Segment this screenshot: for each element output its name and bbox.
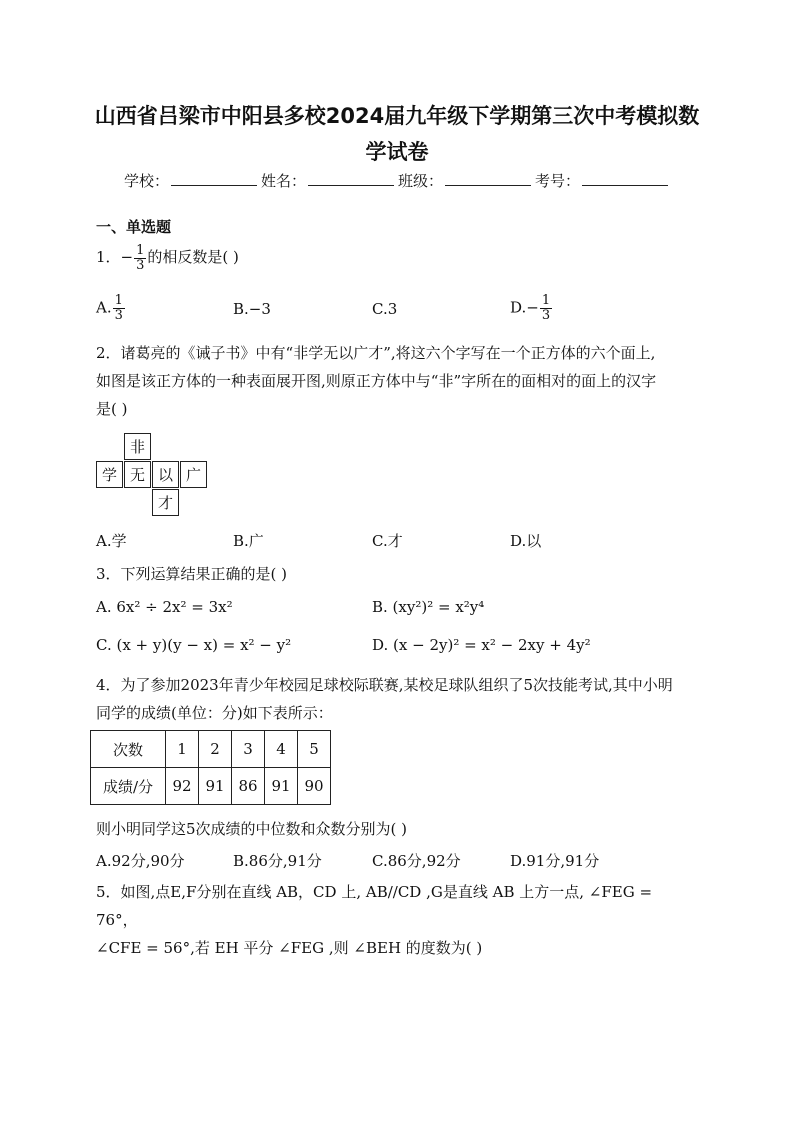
table-cell: 1 [166, 731, 199, 768]
question-2-line-1: 2．诸葛亮的《诫子书》中有“非学无以广才”,将这六个字写在一个正方体的六个面上, [96, 344, 656, 362]
q2-option-c[interactable]: C.才 [372, 532, 403, 550]
q4-option-c[interactable]: C.86分,92分 [372, 852, 461, 870]
table-cell: 91 [199, 768, 232, 805]
question-4-line-3: 则小明同学这5次成绩的中位数和众数分别为( ) [96, 820, 408, 838]
net-cell-1: 学 [96, 461, 123, 488]
question-1-fraction [134, 244, 146, 273]
table-cell: 4 [265, 731, 298, 768]
q1-option-d[interactable] [510, 294, 553, 323]
exam-no-blank[interactable] [582, 171, 668, 186]
question-2 [96, 339, 696, 423]
question-5-line-1: 5．如图,点E,F分别在直线 AB，CD 上, AB//CD ,G是直线 AB 上方一点, ∠FEG = 76°， [96, 883, 653, 929]
q3-option-c[interactable]: C. (x + y)(y − x) = x² − y² [96, 636, 292, 654]
q4-option-b[interactable]: B.86分,91分 [233, 852, 322, 870]
q3-option-a[interactable]: A. 6x² ÷ 2x² = 3x² [96, 598, 233, 616]
table-cell: 92 [166, 768, 199, 805]
school-label: 学校： [124, 172, 170, 190]
option-fraction [540, 294, 552, 323]
q1-option-b[interactable]: B.−3 [233, 300, 271, 318]
class-label: 班级： [398, 172, 444, 190]
question-4 [96, 671, 696, 727]
q2-option-b[interactable]: B.广 [233, 532, 264, 550]
question-4-line-1: 4．为了参加2023年青少年校园足球校际联赛,某校足球队组织了5次技能考试,其中小明 [96, 676, 673, 694]
table-row [91, 768, 331, 805]
question-1-stem: 的相反数是( ) [147, 248, 239, 266]
option-label: A. [96, 298, 112, 317]
table-header-cell: 次数 [91, 731, 166, 768]
question-1 [96, 243, 696, 273]
question-5-line-2: ∠CFE = 56°,若 EH 平分 ∠FEG ,则 ∠BEH 的度数为( ) [96, 939, 483, 957]
q3-option-d[interactable]: D. (x − 2y)² = x² − 2xy + 4y² [372, 636, 591, 654]
page-title: 山西省吕梁市中阳县多校2024届九年级下学期第三次中考模拟数学试卷 [94, 104, 700, 164]
q4-option-a[interactable]: A.92分,90分 [96, 852, 185, 870]
class-blank[interactable] [445, 171, 531, 186]
question-2-line-2: 如图是该正方体的一种表面展开图,则原正方体中与“非”字所在的面相对的面上的汉字 [96, 372, 657, 390]
table-row [91, 731, 331, 768]
net-cell-3: 以 [152, 461, 179, 488]
q2-option-a[interactable]: A.学 [96, 532, 127, 550]
fraction-denominator: 3 [136, 257, 145, 273]
table-header-cell: 成绩/分 [91, 768, 166, 805]
fraction-denominator: 3 [541, 308, 551, 323]
table-cell: 3 [232, 731, 265, 768]
table-cell: 5 [298, 731, 331, 768]
fraction-numerator: 1 [114, 293, 123, 308]
net-cell-top: 非 [124, 433, 151, 460]
q1-option-c[interactable]: C.3 [372, 300, 398, 318]
net-cell-2: 无 [124, 461, 151, 488]
net-cell-bottom: 才 [152, 489, 179, 516]
question-2-line-3: 是( ) [96, 400, 128, 418]
q3-option-b[interactable]: B. (xy²)² = x²y⁴ [372, 598, 485, 616]
question-3: 3．下列运算结果正确的是( ) [96, 565, 288, 583]
table-cell: 86 [232, 768, 265, 805]
option-fraction [113, 294, 125, 323]
question-5 [96, 878, 696, 962]
q4-option-d[interactable]: D.91分,91分 [510, 852, 600, 870]
table-cell: 2 [199, 731, 232, 768]
net-cell-4: 广 [180, 461, 207, 488]
cube-net-diagram [96, 433, 208, 517]
question-1-number: 1． [96, 248, 121, 266]
question-4-line-2: 同学的成绩(单位：分)如下表所示： [96, 704, 333, 722]
option-label: D.− [510, 298, 539, 317]
exam-no-label: 考号： [535, 172, 581, 190]
q1-option-a[interactable] [96, 294, 126, 323]
q2-option-d[interactable]: D.以 [510, 532, 542, 550]
score-table [90, 730, 331, 805]
fraction-numerator: 1 [541, 293, 551, 308]
question-1-neg: − [120, 248, 134, 266]
section-heading: 一、单选题 [96, 218, 172, 236]
table-cell: 90 [298, 768, 331, 805]
name-label: 姓名： [261, 172, 307, 190]
fraction-numerator: 1 [136, 242, 145, 258]
name-blank[interactable] [308, 171, 394, 186]
school-blank[interactable] [171, 171, 257, 186]
fraction-denominator: 3 [114, 308, 123, 323]
student-info-line [124, 170, 672, 191]
table-cell: 91 [265, 768, 298, 805]
